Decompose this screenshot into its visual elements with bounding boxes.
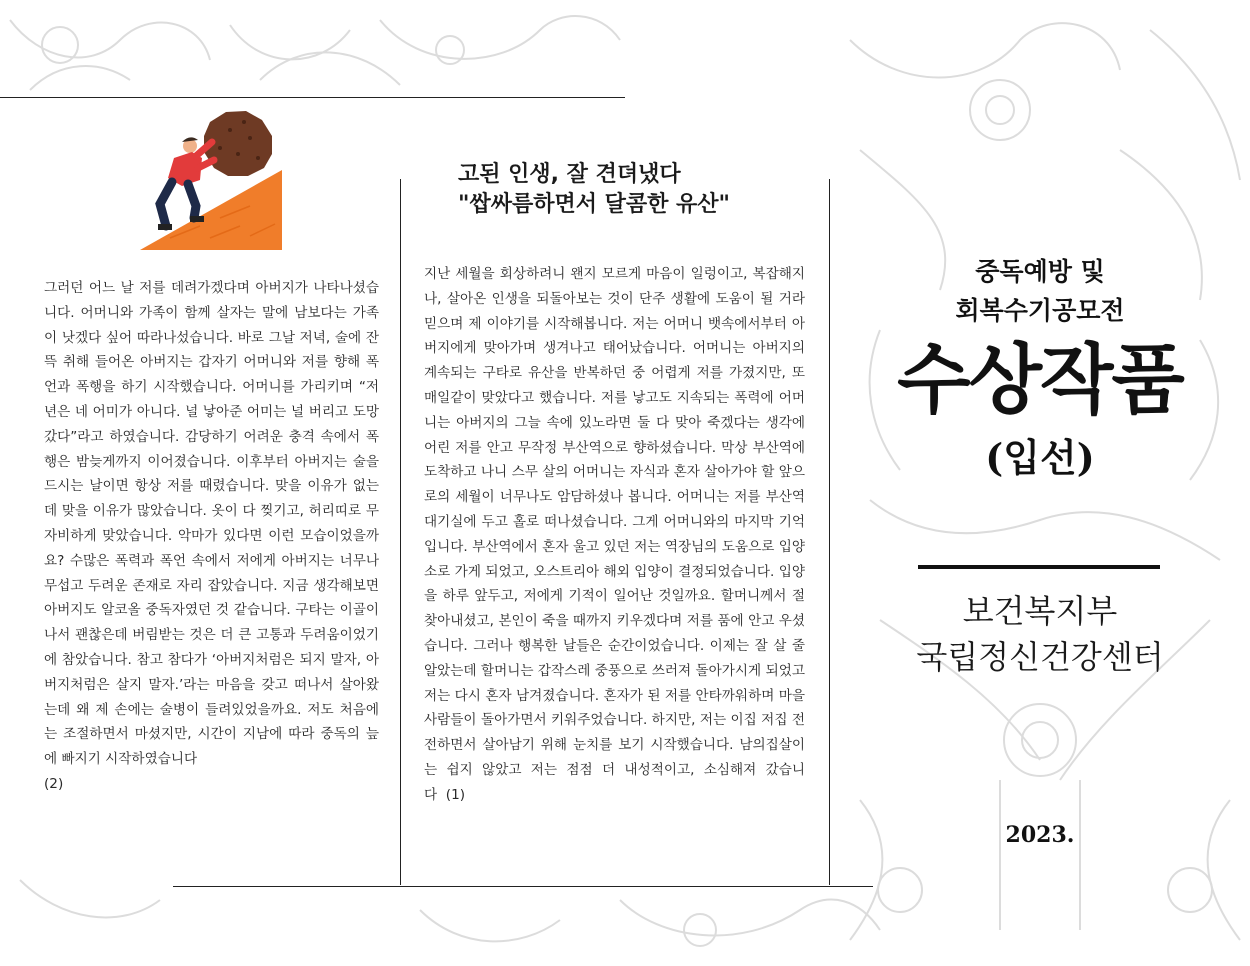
headline-line-2: "쌉싸름하면서 달콤한 유산" bbox=[458, 192, 731, 217]
award-rank: (입선) bbox=[985, 435, 1095, 480]
left-column-paragraph: 그러던 어느 날 저를 데려가겠다며 아버지가 나타나셨습니다. 어머니와 가족이 함께 살자는 말에 남보다는 가족이 낫겠다 싶어 따라나섰습니다. 바로 그날 저녁, 술에 잔뜩 취해 들어온 아버지는 갑자기 어머니와 저를 향해 폭언과 폭행을 하기 시작했습니다. 어머니를 가리키며 “저년은 네 어미가 아니다. 널 낳아준 어미는 널 버리고 도망갔다”라고 하였습니다. 감당하기 어려운 충격 속에서 폭행은 밤늦게까지 이어졌습니다. 이후부터 아버지는 술을 드시는 날이면 항상 저를 때렸습니다. 맞을 이유가 없는데 맞을 이유가 많았습니다. 옷이 다 찢기고, 허리띠로 무자비하게 맞았습니다. 악마가 있다면 이런 모습이었을까요? 수많은 폭력과 폭언 속에서 저에게 아버지는 너무나 무섭고 두려운 존재로 자리 잡았습니다. 지금 생각해보면 아버지도 알코올 중독자였던 것 같습니다. 구타는 이골이 나서 괜찮은데 버림받는 것은 더 큰 고통과 두려움이었기에 참았습니다. 참고 참다가 ‘아버지처럼은 되지 말자, 아버지처럼은 살지 말자.’라는 마음을 갖고 떠나서 살아왔는데 왜 제 손에는 술병이 들려있었을까요. 저도 처음에는 조절하면서 마셨지만, 시간이 지남에 따라 중독의 늪에 빠지기 시작하였습니다 bbox=[44, 280, 379, 768]
left-page-number: (2) bbox=[44, 775, 64, 792]
bottom-rule bbox=[173, 886, 873, 887]
contest-title bbox=[845, 252, 1235, 330]
column-divider-left bbox=[400, 179, 401, 885]
cover-divider bbox=[918, 565, 1160, 569]
organization bbox=[845, 588, 1235, 680]
contest-title-line-1: 중독예방 및 bbox=[975, 257, 1105, 286]
middle-page-number: (1) bbox=[445, 786, 466, 803]
top-rule bbox=[0, 97, 625, 98]
left-column-text bbox=[44, 276, 379, 797]
contest-title-line-2: 회복수기공모전 bbox=[955, 296, 1125, 325]
middle-column-text bbox=[424, 262, 805, 808]
middle-column-body: 지난 세월을 회상하려니 왠지 모르게 마음이 일렁이고, 복잡해지나, 살아온 인생을 되돌아보는 것이 단주 생활에 도움이 될 거라 믿으며 제 이야기를 시작해봅니다. 저는 어머니 뱃속에서부터 아버지에게 맞아가며 생겨나고 태어났습니다. 어머니는 아버지의 계속되는 구타로 유산을 반복하던 중 어렵게 저를 가졌지만, 또 매일같이 맞았다고 했습니다. 저를 낳고도 지속되는 폭력에 어머니는 아버지의 그늘 속에 있노라면 둘 다 맞아 죽겠다는 생각에 어린 저를 안고 무작정 부산역으로 향하셨습니다. 막상 부산역에 도착하고 나니 스무 살의 어머니는 자식과 혼자 살아가야 할 앞으로의 세월이 너무나도 암담하셨나 봅니다. 어머니는 저를 부산역 대기실에 두고 홀로 떠나셨습니다. 그게 어머니와의 마지막 기억입니다. 부산역에서 혼자 울고 있던 저는 역장님의 도움으로 입양소로 가게 되었고, 오스트리아 해외 입양이 결정되었습니다. 입양을 하루 앞두고, 저에게 기적이 일어난 것일까요. 할머니께서 절 찾아내셨고, 본인이 죽을 때까지 키우겠다며 저를 품에 안고 우셨습니다. 그러나 행복한 날들은 순간이었습니다. 이제는 잘 살 줄 알았는데 할머니는 갑작스레 중풍으로 쓰러져 돌아가시게 되었고 저는 다시 혼자 남겨졌습니다. 혼자가 된 저를 안타까워하며 마을 사람들이 돌아가면서 키워주었습니다. 하지만, 저는 이집 저집 전전하면서 살아남기 위해 눈치를 보기 시작했습니다. 남의집살이는 쉽지 않았고 저는 점점 더 내성적이고, 소심해져 갔습니다 bbox=[424, 266, 805, 803]
award-title: 수상작품 bbox=[897, 335, 1183, 424]
column-divider-right bbox=[829, 179, 830, 885]
publication-year: 2023. bbox=[1005, 822, 1075, 848]
headline-line-1: 고된 인생, 잘 견뎌냈다 bbox=[458, 162, 681, 187]
middle-column-paragraph bbox=[424, 262, 805, 808]
person-pushing-boulder-uphill-icon bbox=[140, 108, 285, 254]
organization-line-1: 보건복지부 bbox=[962, 592, 1118, 630]
article-headline bbox=[458, 160, 730, 220]
organization-line-2: 국립정신건강센터 bbox=[916, 638, 1164, 676]
